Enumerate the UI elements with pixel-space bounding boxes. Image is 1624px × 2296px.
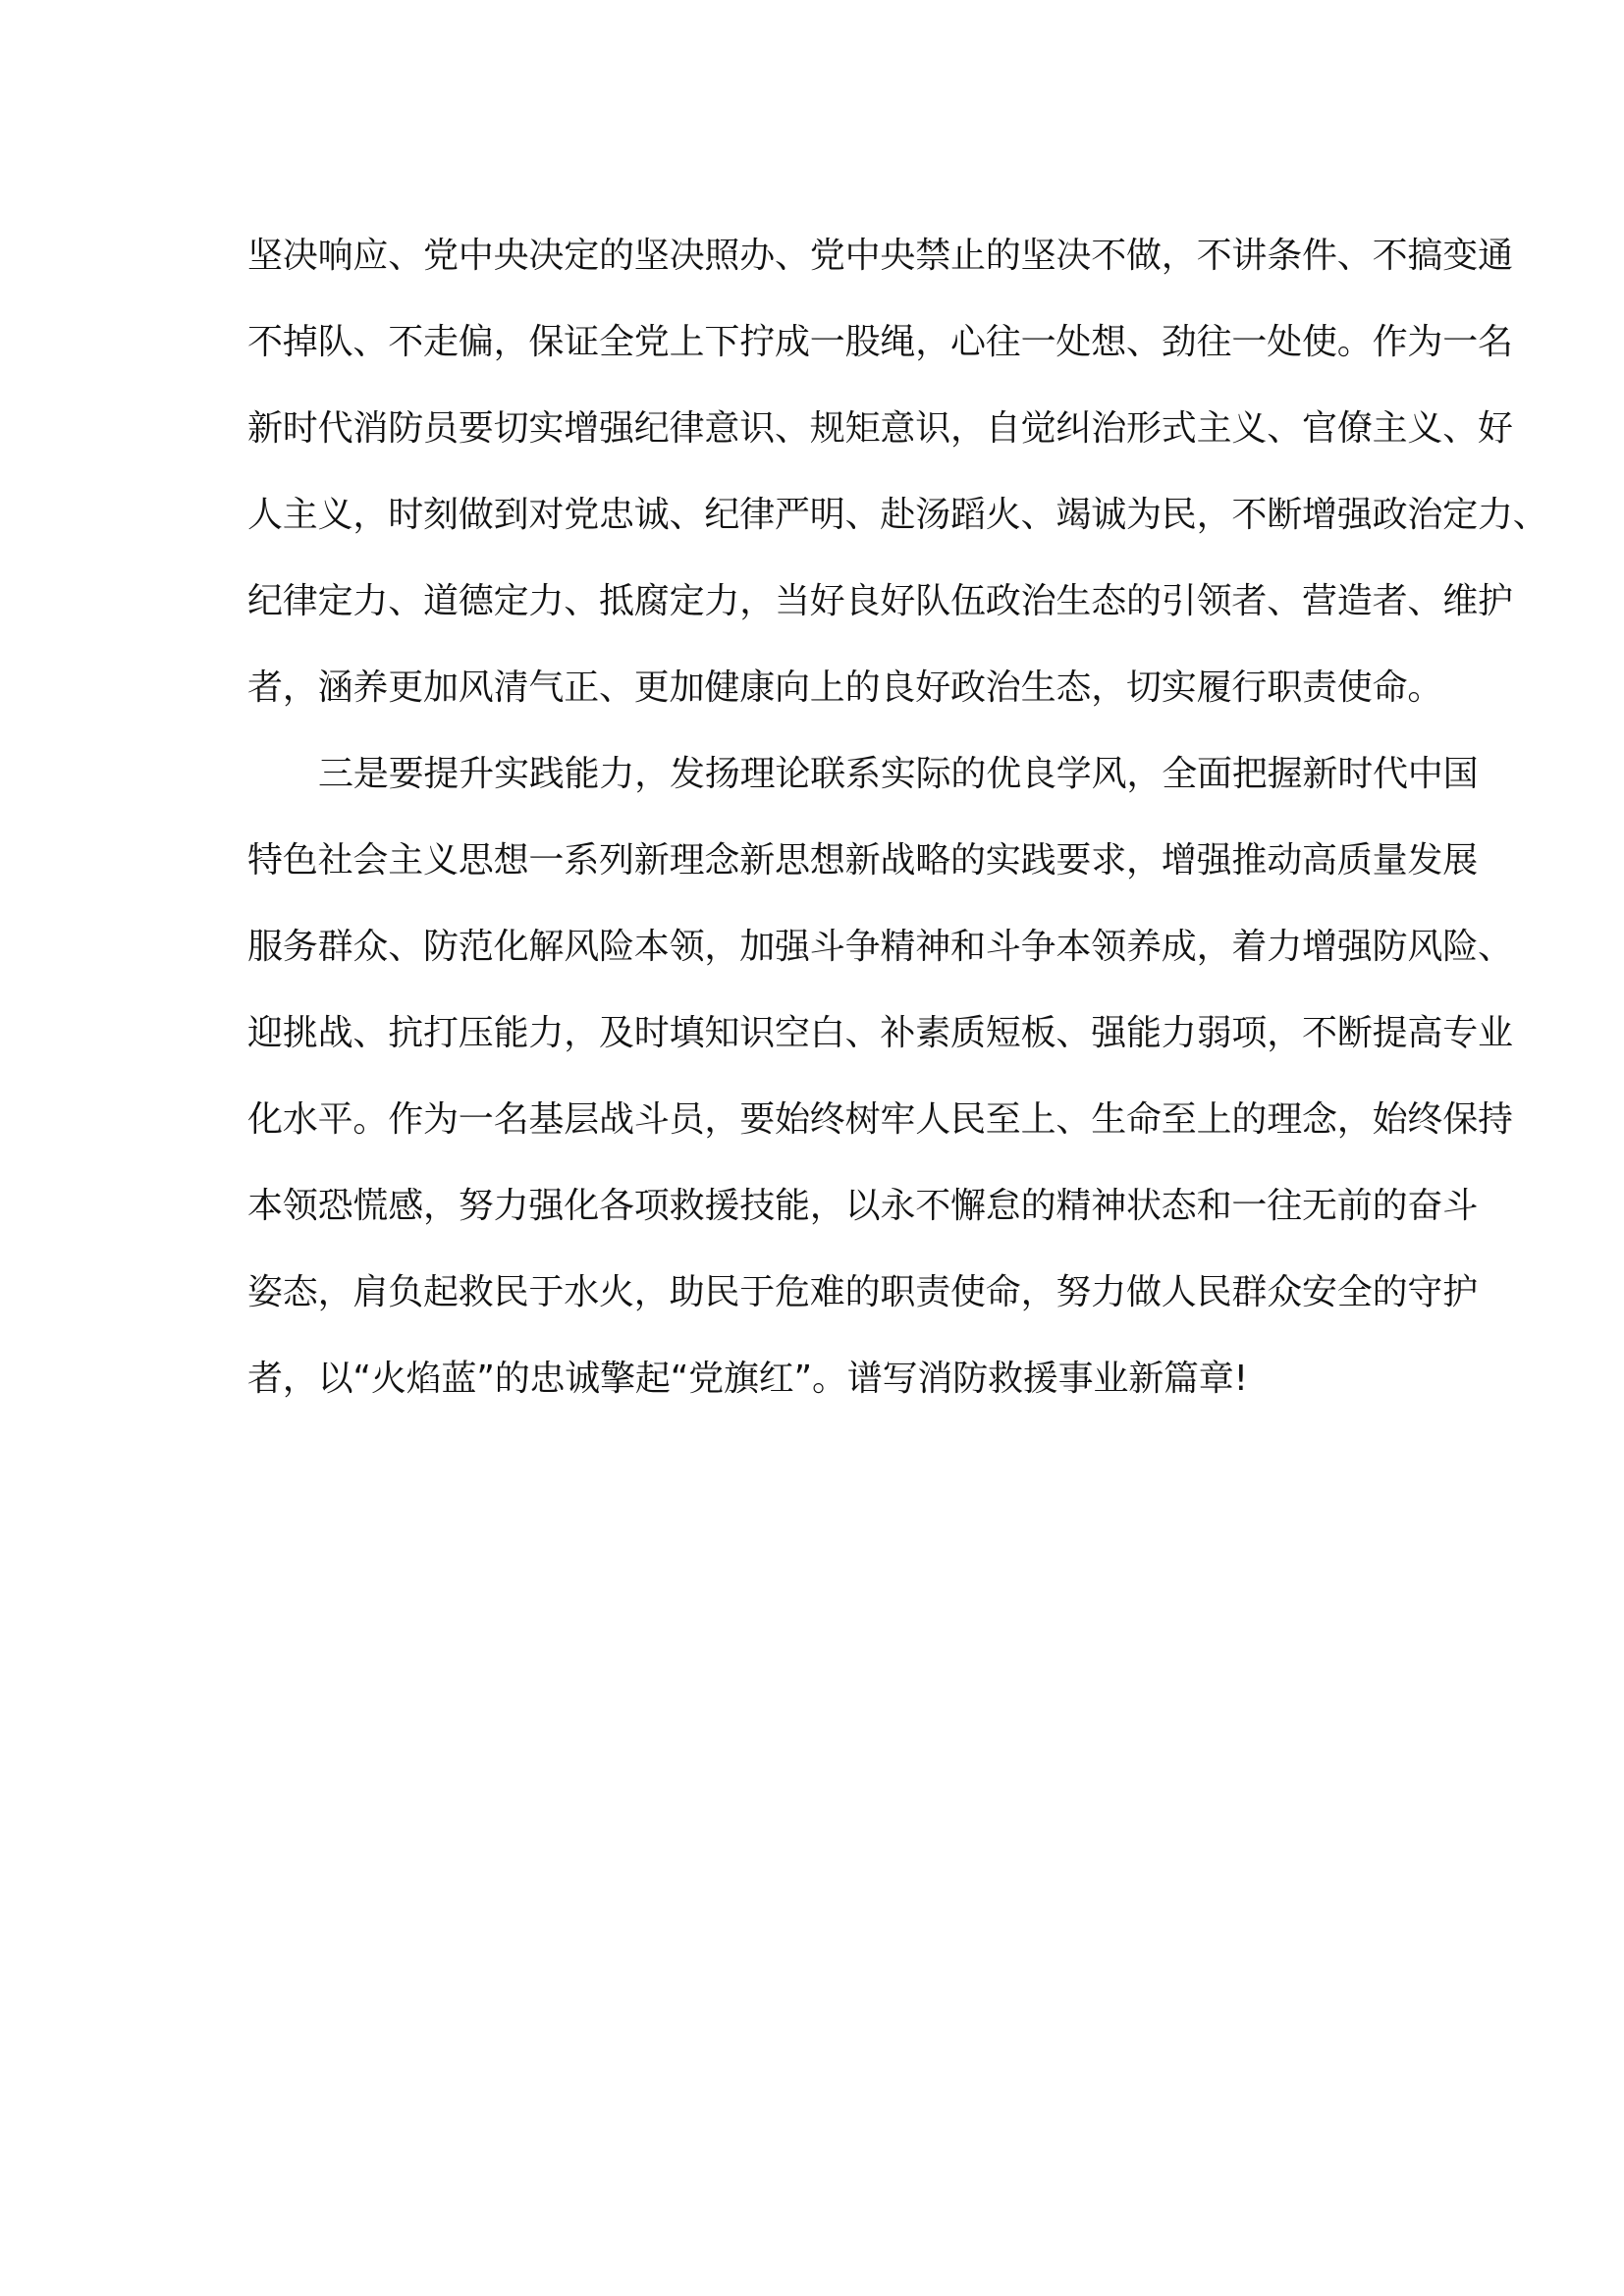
text-line: 本领恐慌感，努力强化各项救援技能，以永不懈怠的精神状态和一往无前的奋斗: [247, 1186, 1479, 1226]
text-line: 者，以“火焰蓝”的忠诚擎起“党旗红”。谱写消防救援事业新篇章!: [247, 1359, 1248, 1399]
text-line: 新时代消防员要切实增强纪律意识、规矩意识，自觉纠治形式主义、官僚主义、好: [247, 408, 1513, 449]
paragraph-first-line: 三是要提升实践能力，发扬理论联系实际的优良学风，全面把握新时代中国: [318, 754, 1479, 794]
text-line: 坚决响应、党中央决定的坚决照办、党中央禁止的坚决不做，不讲条件、不搞变通: [247, 236, 1513, 276]
text-line: 纪律定力、道德定力、抵腐定力，当好良好队伍政治生态的引领者、营造者、维护: [247, 581, 1513, 621]
text-line: 者，涵养更加风清气正、更加健康向上的良好政治生态，切实履行职责使命。: [247, 667, 1443, 708]
text-line: 服务群众、防范化解风险本领，加强斗争精神和斗争本领养成，着力增强防风险、: [247, 927, 1513, 967]
text-line: 人主义，时刻做到对党忠诚、纪律严明、赴汤蹈火、竭诚为民，不断增强政治定力、: [247, 495, 1548, 535]
text-line: 不掉队、不走偏，保证全党上下拧成一股绳，心往一处想、劲往一处使。作为一名: [247, 322, 1513, 362]
text-line: 姿态，肩负起救民于水火，助民于危难的职责使命，努力做人民群众安全的守护: [247, 1272, 1479, 1312]
text-line: 特色社会主义思想一系列新理念新思想新战略的实践要求，增强推动高质量发展: [247, 840, 1479, 881]
text-line: 化水平。作为一名基层战斗员，要始终树牢人民至上、生命至上的理念，始终保持: [247, 1099, 1513, 1140]
text-line: 迎挑战、抗打压能力，及时填知识空白、补素质短板、强能力弱项，不断提高专业: [247, 1013, 1513, 1053]
